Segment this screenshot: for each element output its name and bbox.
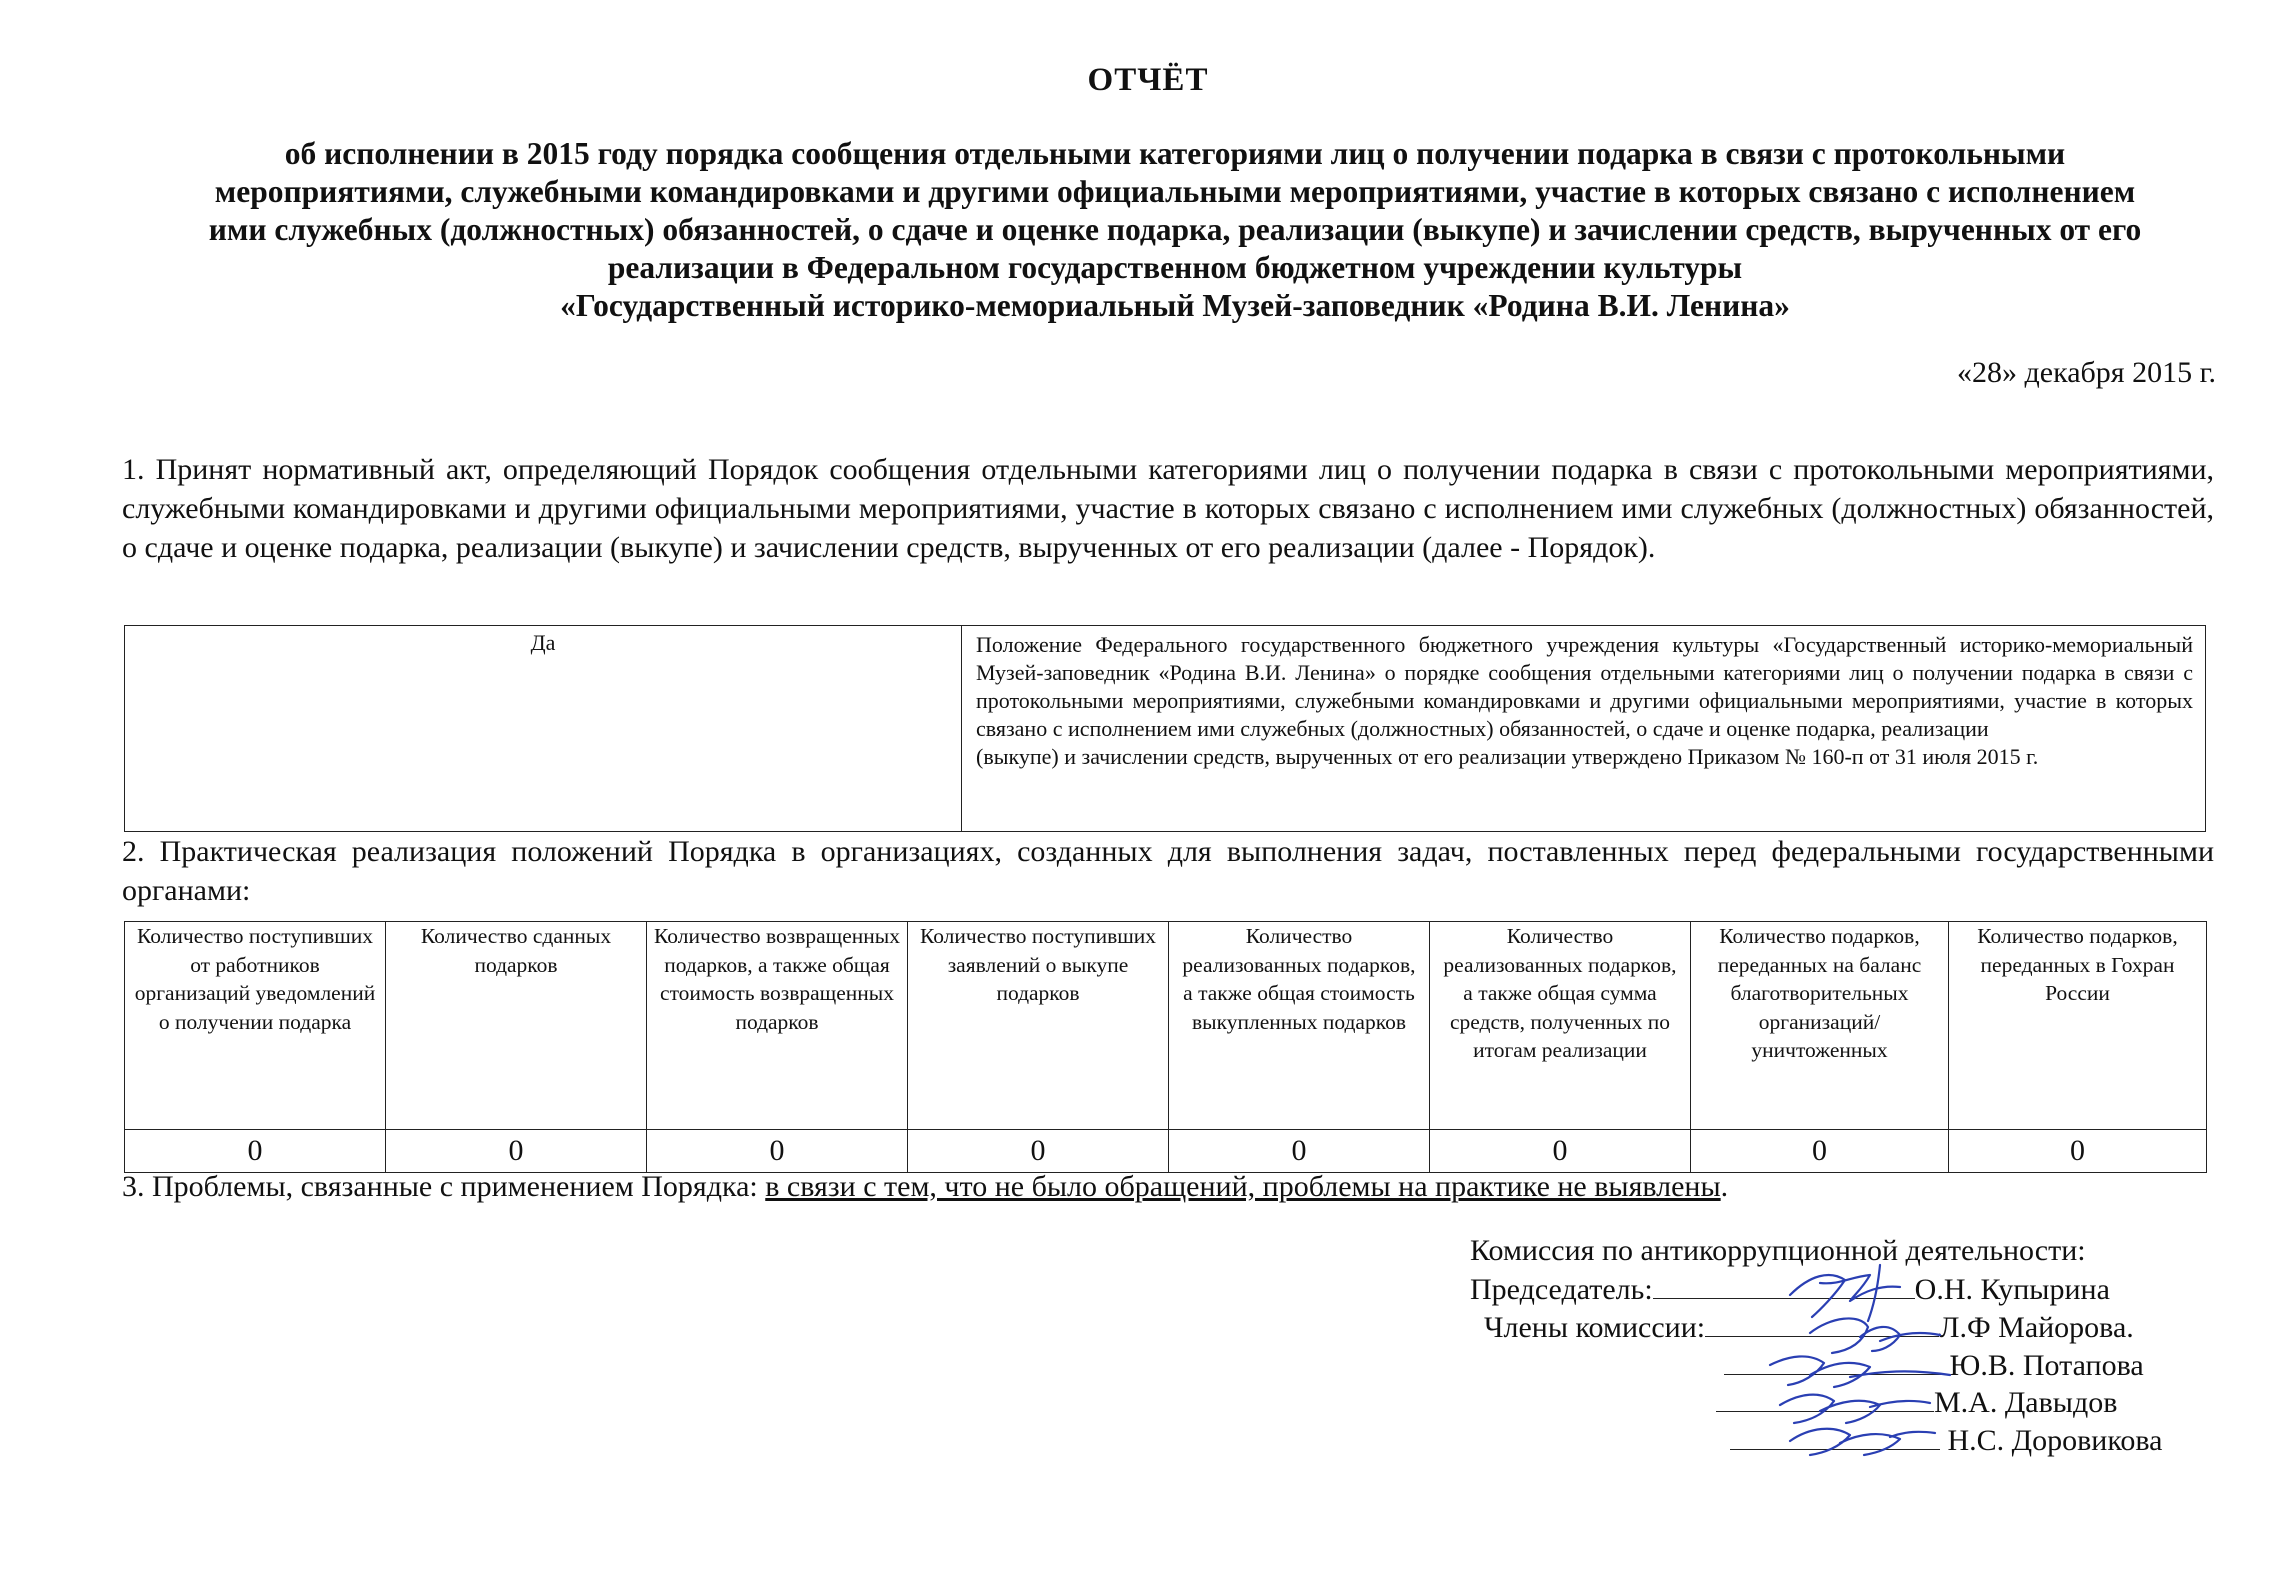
column-header: Количество реализованных подарков, а также общая сумма средств, полученных по итогам реализации xyxy=(1430,922,1691,1130)
table-cell: 0 xyxy=(647,1130,908,1173)
column-header: Количество возвращенных подарков, а также общая стоимость возвращенных подарков xyxy=(647,922,908,1130)
chair-label: Председатель: xyxy=(1470,1273,1653,1306)
column-header: Количество поступивших от работников организаций уведомлений о получении подарка xyxy=(125,922,386,1130)
member-name: Ю.В. Потапова xyxy=(1949,1349,2144,1382)
subtitle-line: ими служебных (должностных) обязанностей, о сдаче и оценке подарка, реализации (выкупе) и зачислении средств, вырученных от его xyxy=(208,212,2142,247)
subtitle-line: об исполнении в 2015 году порядка сообщения отдельными категориями лиц о получении подарка в связи с протокольными xyxy=(284,136,2066,171)
document-subtitle xyxy=(130,135,2220,325)
members-label: Члены комиссии: xyxy=(1484,1311,1706,1344)
table-cell: 0 xyxy=(1430,1130,1691,1173)
table-cell: 0 xyxy=(908,1130,1169,1173)
column-header: Количество подарков, переданных на баланс благотворительных организаций/ уничтоженных xyxy=(1691,922,1949,1130)
section-2-text: 2. Практическая реализация положений Порядка в организациях, созданных для выполнения задач, поставленных перед федеральными государственными органами: xyxy=(122,835,2214,907)
table-header-row xyxy=(125,922,2207,1130)
handwritten-signatures xyxy=(1750,1255,1980,1465)
document-title: ОТЧЁТ xyxy=(1087,62,1209,98)
column-header: Количество поступивших заявлений о выкупе подарков xyxy=(908,922,1169,1130)
act-description-approval: (выкупе) и зачислении средств, вырученных от его реализации утверждено Приказом № 160-п от 31 июля 2015 г. xyxy=(976,744,2039,769)
signature-member-4 xyxy=(1790,1429,1935,1455)
commission-heading: Комиссия по антикоррупционной деятельности: xyxy=(1470,1234,2086,1267)
section-3-end: . xyxy=(1720,1170,1729,1203)
act-adopted-answer: Да xyxy=(125,626,962,832)
column-header: Количество сданных подарков xyxy=(386,922,647,1130)
section-3-text xyxy=(122,1167,2214,1206)
subtitle-line: мероприятиями, служебными командировками и другими официальными мероприятиями, участие в которых связано с исполнением xyxy=(214,174,2136,209)
column-header: Количество реализованных подарков, а также общая стоимость выкупленных подарков xyxy=(1169,922,1430,1130)
table-cell: 0 xyxy=(386,1130,647,1173)
section-3-label: 3. Проблемы, связанные с применением Порядка: xyxy=(122,1170,758,1203)
member-name: М.А. Давыдов xyxy=(1934,1386,2118,1419)
table-cell: 0 xyxy=(125,1130,386,1173)
subtitle-line: «Государственный историко-мемориальный Музей-заповедник «Родина В.И. Ленина» xyxy=(560,288,1790,323)
subtitle-line: реализации в Федеральном государственном бюджетном учреждении культуры xyxy=(607,250,1743,285)
chair-name: О.Н. Купырина xyxy=(1914,1273,2110,1306)
signature-member-1 xyxy=(1810,1318,1940,1353)
member-name: Н.С. Доровикова xyxy=(1947,1424,2163,1457)
table-cell: 0 xyxy=(1169,1130,1430,1173)
gifts-statistics-table xyxy=(124,921,2207,1173)
act-description: Положение Федерального государственного бюджетного учреждения культуры «Государственный историко-мемориальный Музей-заповедник «Родина В.И. Ленина» о порядке сообщения отдельными категориями лиц о получении подарка в связи с протокольными мероприятиями, служебными командировками и другими официальными мероприятиями, участие в которых связано с исполнением ими служебных (должностных) обязанностей, о сдаче и оценке подарка, реализации xyxy=(976,632,2193,741)
normative-act-table xyxy=(124,625,2206,832)
signature-member-3 xyxy=(1780,1395,1930,1423)
section-1-text: 1. Принят нормативный акт, определяющий Порядок сообщения отдельными категориями лиц о получении подарка в связи с протокольными мероприятиями, служебными командировками и другими официальными мероприятиями, участие в которых связано с исполнением ими служебных (должностных) обязанностей, о сдаче и оценке подарка, реализации (выкупе) и зачислении средств, вырученных от его реализации (далее - Порядок). xyxy=(122,453,2214,564)
report-date: «28» декабря 2015 г. xyxy=(1957,356,2216,389)
act-description-cell xyxy=(962,626,2206,832)
signature-member-2 xyxy=(1770,1356,1950,1387)
table-cell: 0 xyxy=(1949,1130,2207,1173)
table-cell: 0 xyxy=(1691,1130,1949,1173)
section-3-answer: в связи с тем, что не было обращений, проблемы на практике не выявлены xyxy=(765,1170,1721,1203)
column-header: Количество подарков, переданных в Гохран России xyxy=(1949,922,2207,1130)
signature-chair xyxy=(1790,1265,1900,1321)
member-name: Л.Ф Майорова. xyxy=(1939,1311,2134,1344)
